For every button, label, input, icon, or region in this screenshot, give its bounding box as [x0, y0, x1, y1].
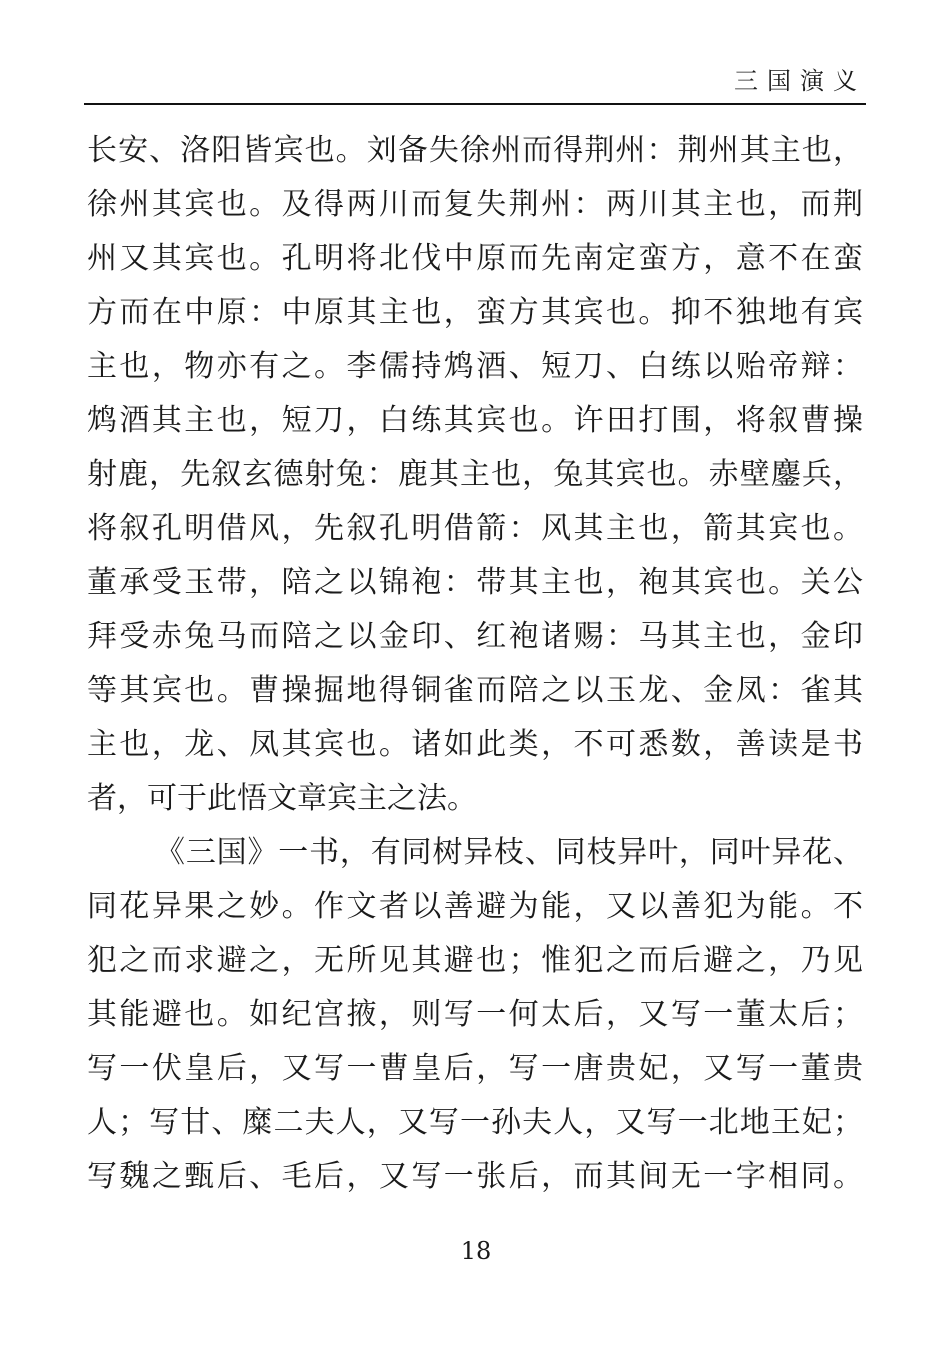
paragraph-end-line: 者，可于此悟文章宾主之法。: [87, 781, 477, 816]
text-line: 等其宾也。曹操掘地得铜雀而陪之以玉龙、金凤：雀其: [87, 673, 863, 708]
page-number: 18: [460, 1237, 492, 1265]
text-line: 方而在中原：中原其主也，蛮方其宾也。抑不独地有宾: [87, 295, 863, 330]
text-line: 主也，龙、凤其宾也。诸如此类，不可悉数，善读是书: [87, 727, 863, 762]
header-rule: [84, 103, 866, 105]
text-line: 董承受玉带，陪之以锦袍：带其主也，袍其宾也。关公: [87, 565, 863, 600]
text-line: 将叙孔明借风，先叙孔明借箭：风其主也，箭其宾也。: [87, 511, 863, 546]
text-line: 主也，物亦有之。李儒持鸩酒、短刀、白练以贻帝辩：: [87, 349, 863, 384]
paragraph-first-line: 《三国》一书，有同树异枝、同枝异叶，同叶异花、: [155, 835, 863, 870]
text-line: 人；写甘、糜二夫人，又写一孙夫人，又写一北地王妃；: [87, 1105, 863, 1140]
text-line: 射鹿，先叙玄德射兔：鹿其主也，兔其宾也。赤壁鏖兵，: [87, 457, 863, 492]
text-line: 鸩酒其主也，短刀，白练其宾也。许田打围，将叙曹操: [87, 403, 863, 438]
text-line: 长安、洛阳皆宾也。刘备失徐州而得荆州：荆州其主也，: [87, 133, 863, 168]
running-header-title: 三国演义: [734, 67, 866, 95]
body-text: [87, 124, 863, 1204]
text-line: 写魏之甄后、毛后，又写一张后，而其间无一字相同。: [87, 1159, 863, 1194]
text-line: 犯之而求避之，无所见其避也；惟犯之而后避之，乃见: [87, 943, 863, 978]
text-line: 徐州其宾也。及得两川而复失荆州：两川其主也，而荆: [87, 187, 863, 222]
text-line: 同花异果之妙。作文者以善避为能，又以善犯为能。不: [87, 889, 863, 924]
text-line: 其能避也。如纪宫掖，则写一何太后，又写一董太后；: [87, 997, 863, 1032]
text-line: 拜受赤兔马而陪之以金印、红袍诸赐：马其主也，金印: [87, 619, 863, 654]
text-line: 州又其宾也。孔明将北伐中原而先南定蛮方，意不在蛮: [87, 241, 863, 276]
text-line: 写一伏皇后，又写一曹皇后，写一唐贵妃，又写一董贵: [87, 1051, 863, 1086]
